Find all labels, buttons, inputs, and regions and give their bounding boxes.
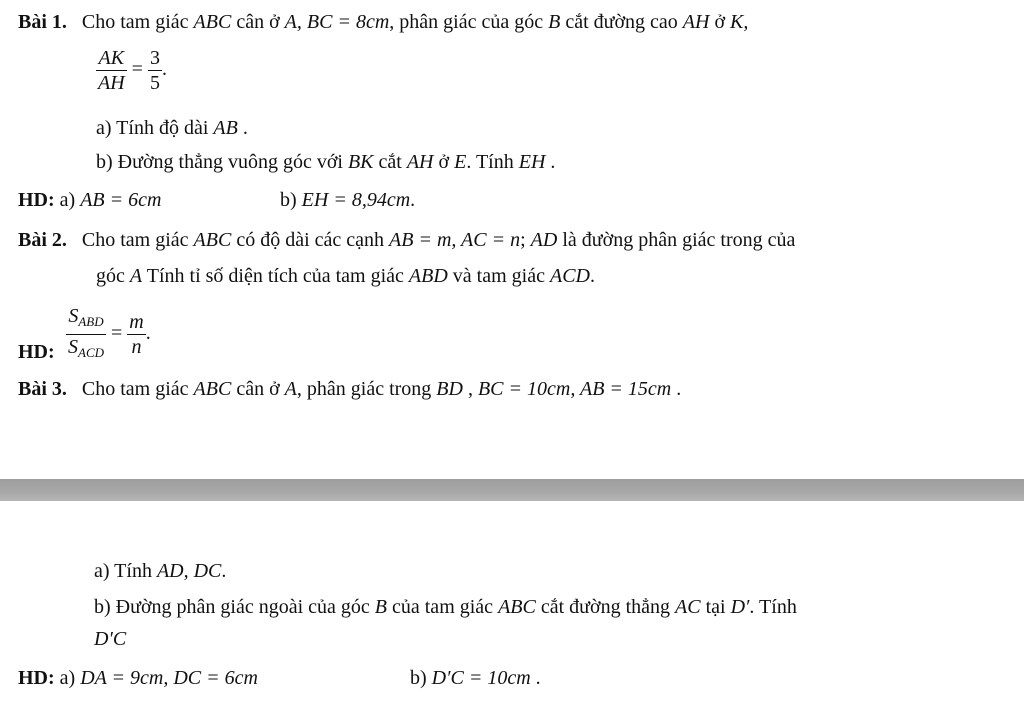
bai3-answer-b: b) D′C = 10cm .	[410, 667, 541, 689]
bai2-hd-label: HD:	[18, 341, 55, 363]
bai3-question-a: a) Tính AD, DC.	[94, 560, 227, 582]
bai1-answer-b: b) EH = 8,94cm.	[280, 189, 416, 211]
hd-label: HD:	[18, 189, 55, 211]
bai2-label: Bài 2.	[18, 229, 67, 251]
fraction-ak-ah: $\frac{AK}{AH}$	[98, 47, 125, 94]
page-divider	[0, 479, 1024, 501]
bai2-answer-fraction: $\frac{S_{ABD}}{S_{ACD}}$ = $\frac{m}{n}$ .	[66, 304, 151, 365]
bai1-line1: Bài 1. Cho tam giác ABC cân ở A, BC = 8cm, phân giác của góc B cắt đường cao AH ở K,	[18, 11, 749, 33]
bai1-label: Bài 1.	[18, 11, 67, 33]
bai1-question-a: a) Tính độ dài AB .	[96, 117, 248, 139]
bai2-line1: Bài 2. Cho tam giác ABC có độ dài các cạnh AB = m, AC = n; AD là đường phân giác trong của	[18, 229, 796, 251]
bai1-question-b: b) Đường thẳng vuông góc với BK cắt AH ở E. Tính EH .	[96, 151, 556, 173]
fraction-m-n: $\frac{m}{n}$	[129, 311, 144, 358]
bai3-answer: HD: a) DA = 9cm, DC = 6cm	[18, 667, 258, 689]
fraction-area-ratio: $\frac{S_{ABD}}{S_{ACD}}$	[66, 304, 106, 365]
bai1-answer: HD: a) AB = 6cm	[18, 189, 162, 211]
bai1-ratio: $\frac{AK}{AH}$ = $\frac{3}{5}$ .	[98, 47, 167, 94]
bai3-question-b: b) Đường phân giác ngoài của góc B của tam giác ABC cắt đường thẳng AC tại D′. Tính	[94, 596, 797, 618]
bai2-line2: góc A Tính tỉ số diện tích của tam giác ABD và tam giác ACD.	[96, 265, 595, 287]
hd-label: HD:	[18, 667, 55, 689]
fraction-3-5: $\frac{3}{5}$	[149, 47, 160, 94]
bai3-line1: Bài 3. Cho tam giác ABC cân ở A, phân giác trong BD , BC = 10cm, AB = 15cm .	[18, 378, 682, 400]
bai3-label: Bài 3.	[18, 378, 67, 400]
bai3-question-b-cont: D′C	[94, 628, 127, 650]
